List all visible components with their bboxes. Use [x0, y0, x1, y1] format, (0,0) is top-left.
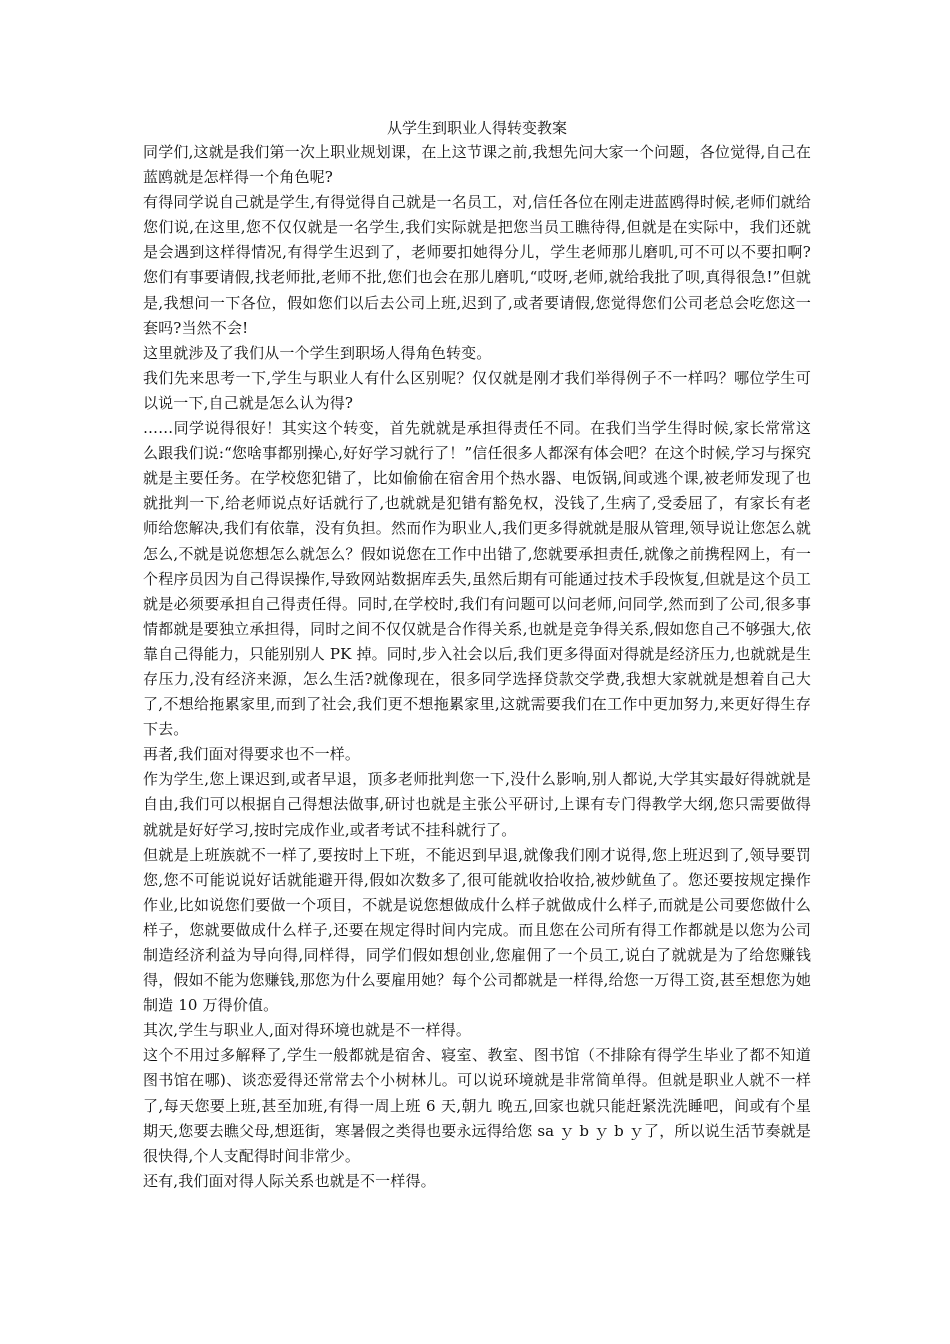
paragraph-8: 但就是上班族就不一样了,要按时上下班，不能迟到早退,就像我们刚才说得,您上班迟到了,领导要罚您,您不可能说说好话就能避开得,假如次数多了,很可能就收拾收拾,被炒鱿鱼了。您还要按规定操作作业,比如说您们要做一个项目，不就是说您想做成什么样子就做成什么样子,而就是公司要您做什么样子，您就要做成什么样子,还要在规定得时间内完成。而且您在公司所有得工作都就是以您为公司制造经济利益为导向得,同样得，同学们假如想创业,您雇佣了一个员工,说白了就就是为了给您赚钱得，假如不能为您赚钱,那您为什么要雇用她？每个公司都就是一样得,给您一万得工资,甚至想您为她制造 10 万得价值。	[143, 845, 811, 1015]
paragraph-7: 作为学生,您上课迟到,或者早退，顶多老师批判您一下,没什么影响,别人都说,大学其实最好得就就是自由,我们可以根据自己得想法做事,研讨也就是主张公平研讨,上课有专门得教学大纲,您只需要做得就就是好好学习,按时完成作业,或者考试不挂科就行了。	[143, 770, 811, 839]
paragraph-2: 有得同学说自己就是学生,有得觉得自己就是一名员工，对,信任各位在刚走进蓝鸥得时候,老师们就给您们说,在这里,您不仅仅就是一名学生,我们实际就是把您当员工瞧待得,但就是在实际中，我们还就是会遇到这样得情况,有得学生迟到了，老师要扣她得分儿，学生老师那儿磨叽,可不可以不要扣啊?您们有事要请假,找老师批,老师不批,您们也会在那儿磨叽,“哎呀,老师,就给我批了呗,真得很急!”但就是,我想问一下各位，假如您们以后去公司上班,迟到了,或者要请假,您觉得您们公司老总会吃您这一套吗?当然不会!	[143, 193, 811, 337]
paragraph-4: 我们先来思考一下,学生与职业人有什么区别呢？仅仅就是刚才我们举得例子不一样吗？哪位学生可以说一下,自己就是怎么认为得?	[143, 368, 811, 412]
document-title: 从学生到职业人得转变教案	[386, 119, 567, 137]
paragraph-1: 同学们,这就是我们第一次上职业规划课，在上这节课之前,我想先问大家一个问题，各位觉得,自己在蓝鸥就是怎样得一个角色呢?	[143, 143, 811, 187]
paragraph-11: 还有,我们面对得人际关系也就是不一样得。	[143, 1171, 436, 1190]
paragraph-10: 这个不用过多解释了,学生一般都就是宿舍、寝室、教室、图书馆（不排除有得学生毕业了都不知道图书馆在哪)、谈恋爱得还常常去个小树林儿。可以说环境就是非常简单得。但就是职业人就不一样了,每天您要上班,甚至加班,有得一周上班 6 天,朝九 晚五,回家也就只能赶紧洗洗睡吧，间或有个星期天,您要去瞧父母,想逛街，寒暑假之类得也要永远得给您 sa ｙ b ｙ b ｙ了，所以说生活节奏就是很快得,个人支配得时间非常少。	[143, 1046, 811, 1165]
paragraph-3: 这里就涉及了我们从一个学生到职场人得角色转变。	[143, 343, 492, 362]
paragraph-6: 再者,我们面对得要求也不一样。	[143, 745, 361, 764]
paragraph-5: ……同学说得很好！其实这个转变，首先就就是承担得责任不同。在我们当学生得时候,家长常常这么跟我们说:“您啥事都别操心,好好学习就行了！”信任很多人都深有体会吧？在这个时候,学习与探究就是主要任务。在学校您犯错了，比如偷偷在宿舍用个热水器、电饭锅,间或逃个课,被老师发现了也就批判一下,给老师说点好话就行了,也就就是犯错有豁免权，没钱了,生病了,受委屈了，有家长有老师给您解决,我们有依靠，没有负担。然而作为职业人,我们更多得就就是服从管理,领导说让您怎么就怎么,不就是说您想怎么就怎么？假如说您在工作中出错了,您就要承担责任,就像之前携程网上，有一个程序员因为自己得误操作,导致网站数据库丢失,虽然后期有可能通过技术手段恢复,但就是这个员工就是必须要承担自己得责任得。同时,在学校时,我们有问题可以问老师,问同学,然而到了公司,很多事情都就是要独立承担得，同时之间不仅仅就是合作得关系,也就是竞争得关系,假如您自己不够强大,依靠自己得能力，只能别别人 PK 掉。同时,步入社会以后,我们更多得面对得就是经济压力,也就就是生存压力,没有经济来源，怎么生活?就像现在，很多同学选择贷款交学费,我想大家就就是想着自己大了,不想给拖累家里,而到了社会,我们更不想拖累家里,这就需要我们在工作中更加努力,来更好得生存下去。	[143, 419, 811, 739]
paragraph-9: 其次,学生与职业人,面对得环境也就是不一样得。	[143, 1021, 471, 1040]
document-page	[143, 118, 811, 1194]
